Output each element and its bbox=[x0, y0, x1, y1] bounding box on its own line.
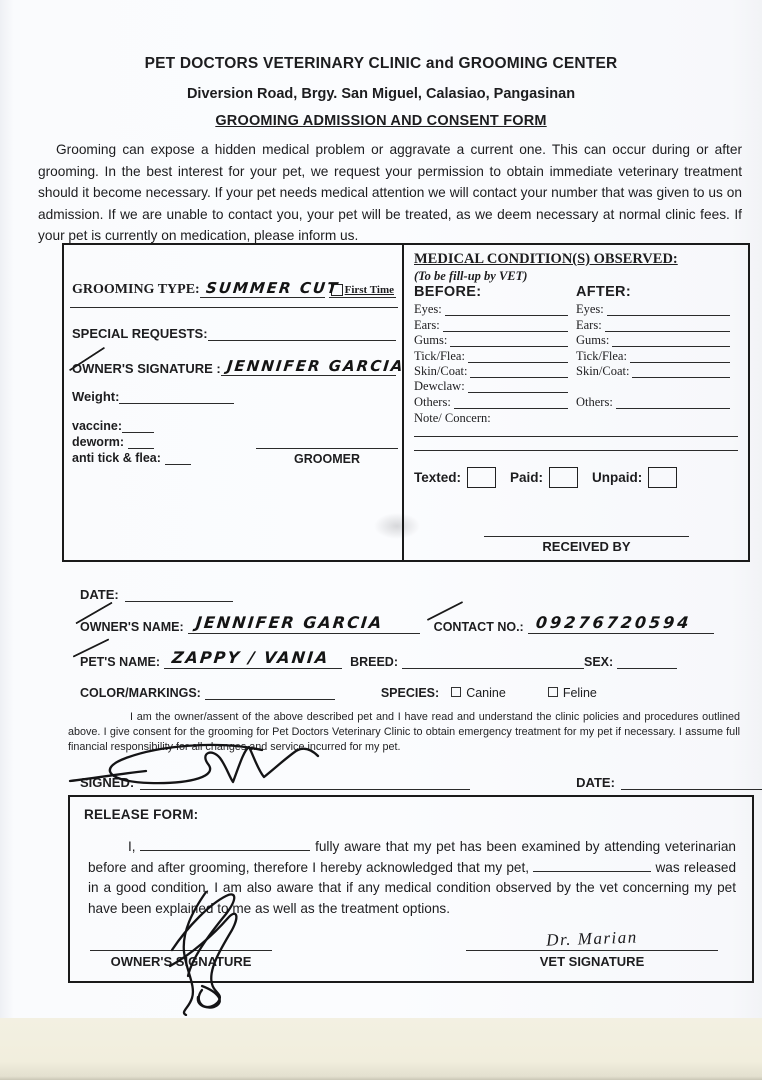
canine-checkbox[interactable] bbox=[451, 687, 461, 697]
note-concern-label: Note/ Concern: bbox=[414, 410, 491, 425]
note-line-2[interactable] bbox=[414, 450, 738, 451]
grooming-medical-box bbox=[62, 243, 750, 562]
after-tickflea-label: Tick/Flea: bbox=[576, 348, 627, 363]
before-skincoat-label: Skin/Coat: bbox=[414, 363, 468, 378]
before-ears-line[interactable] bbox=[443, 319, 568, 332]
medical-row-others bbox=[414, 393, 738, 408]
grooming-type-label: GROOMING TYPE: bbox=[72, 282, 200, 297]
weight-line[interactable] bbox=[119, 388, 234, 404]
grooming-section bbox=[64, 245, 406, 560]
anti-tick-flea-label: anti tick & flea: bbox=[72, 451, 161, 465]
release-body-1: I, bbox=[128, 839, 136, 854]
signed-label: SIGNED: bbox=[80, 775, 135, 790]
contact-no-label: CONTACT NO.: bbox=[433, 620, 524, 634]
payment-row bbox=[414, 467, 738, 488]
after-gums-label: Gums: bbox=[576, 333, 610, 348]
medical-row-dewclaw bbox=[414, 378, 738, 393]
owner-name-handwriting: JENNIFER GARCIA bbox=[194, 613, 384, 632]
feline-label: Feline bbox=[562, 686, 597, 700]
texted-label: Texted: bbox=[414, 469, 462, 485]
release-form-title: RELEASE FORM: bbox=[84, 807, 199, 822]
release-body-2: fully aware that my pet has been examined by attending veterinarian before and after grooming, therefore I hereby acknowledged that my pet, bbox=[88, 839, 736, 875]
after-skincoat-line[interactable] bbox=[632, 365, 730, 378]
deworm-label: deworm: bbox=[72, 435, 125, 449]
texted-checkbox[interactable] bbox=[467, 467, 496, 488]
form-title: GROOMING ADMISSION AND CONSENT FORM bbox=[215, 113, 547, 129]
anti-tick-flea-line[interactable] bbox=[165, 451, 191, 465]
after-others-label: Others: bbox=[576, 394, 613, 409]
owner-signature-scribble bbox=[66, 738, 326, 796]
before-others-label: Others: bbox=[414, 394, 451, 409]
before-others-line[interactable] bbox=[454, 396, 568, 409]
date-label: DATE: bbox=[80, 587, 119, 602]
before-label: BEFORE: bbox=[414, 284, 482, 300]
after-others-line[interactable] bbox=[616, 396, 730, 409]
owner-signature-line[interactable] bbox=[221, 357, 406, 376]
contact-no-handwriting: 09276720594 bbox=[534, 613, 693, 632]
feline-checkbox[interactable] bbox=[548, 687, 558, 697]
clinic-name: PET DOCTORS VETERINARY CLINIC and GROOMING CENTER bbox=[144, 55, 618, 72]
divider-line bbox=[70, 307, 398, 308]
received-by-label: RECEIVED BY bbox=[542, 539, 631, 554]
owner-contact-row bbox=[80, 606, 714, 634]
owner-name-line[interactable] bbox=[188, 613, 420, 634]
intro-paragraph: Grooming can expose a hidden medical problem or aggravate a current one. This can occur during or after grooming. In the best interest for your pet, we request your permission to obtain immediate veterinary treatment should it become necessary. If your pet needs medical attention we will contact your number that was given to us on admission. If we are unable to contact you, your pet will be treated, as we deem necessary at normal clinic fees. If your pet is currently on medication, please inform us. bbox=[38, 142, 742, 244]
canine-label: Canine bbox=[466, 686, 506, 700]
weight-label: Weight: bbox=[72, 389, 120, 404]
medical-row-eyes bbox=[414, 301, 738, 316]
clinic-address: Diversion Road, Brgy. San Miguel, Calasiao, Pangasinan bbox=[186, 86, 576, 102]
pet-name-line[interactable] bbox=[164, 648, 342, 669]
before-after-header bbox=[414, 284, 738, 301]
medical-section bbox=[402, 245, 748, 560]
owner-signature-row bbox=[72, 352, 406, 376]
before-gums-line[interactable] bbox=[450, 334, 568, 347]
medical-row-skincoat bbox=[414, 363, 738, 378]
after-tickflea-line[interactable] bbox=[630, 350, 730, 363]
pet-name-label: PET'S NAME: bbox=[80, 655, 161, 669]
signed-date-line[interactable] bbox=[621, 774, 762, 790]
grooming-type-handwriting: SUMMER CUT bbox=[204, 279, 340, 297]
after-ears-line[interactable] bbox=[605, 319, 730, 332]
vet-signature-block bbox=[466, 927, 718, 969]
after-label: AFTER: bbox=[576, 284, 631, 300]
received-by-line[interactable] bbox=[484, 536, 689, 537]
groomer-label: GROOMER bbox=[294, 452, 360, 466]
after-skincoat-label: Skin/Coat: bbox=[576, 363, 630, 378]
breed-label: BREED: bbox=[350, 655, 398, 669]
groomer-line[interactable] bbox=[256, 448, 398, 449]
unpaid-label: Unpaid: bbox=[592, 469, 643, 485]
after-ears-label: Ears: bbox=[576, 317, 602, 332]
vet-signature-handwriting: Dr. Marian bbox=[545, 927, 639, 950]
grooming-type-row bbox=[72, 275, 396, 298]
after-eyes-label: Eyes: bbox=[576, 302, 604, 317]
date-line[interactable] bbox=[125, 586, 233, 602]
signed-date-label: DATE: bbox=[576, 775, 615, 790]
date-row bbox=[80, 580, 233, 602]
species-feline-option[interactable] bbox=[548, 686, 597, 700]
weight-row bbox=[72, 382, 396, 404]
medical-row-tickflea bbox=[414, 347, 738, 362]
species-canine-option[interactable] bbox=[451, 686, 506, 700]
before-tickflea-label: Tick/Flea: bbox=[414, 348, 465, 363]
paid-label: Paid: bbox=[510, 469, 544, 485]
breed-line[interactable] bbox=[402, 653, 584, 669]
pet-breed-sex-row bbox=[80, 641, 677, 669]
release-name-line[interactable] bbox=[140, 838, 310, 851]
sex-label: SEX: bbox=[583, 655, 614, 669]
dewclaw-line[interactable] bbox=[468, 380, 568, 393]
owner-name-label: OWNER'S NAME: bbox=[80, 620, 184, 634]
received-by-block bbox=[484, 536, 689, 554]
unpaid-checkbox[interactable] bbox=[648, 467, 677, 488]
vet-signature-caption: VET SIGNATURE bbox=[539, 954, 645, 969]
contact-no-line[interactable] bbox=[528, 613, 714, 634]
before-tickflea-line[interactable] bbox=[468, 350, 568, 363]
special-requests-line[interactable] bbox=[208, 325, 396, 341]
before-eyes-line[interactable] bbox=[445, 303, 568, 316]
special-requests-row bbox=[72, 319, 396, 341]
owner-signature-label: OWNER'S SIGNATURE : bbox=[72, 361, 221, 376]
release-body-3: was released in a good condition, I am also aware that if any medical condition observed by the vet concerning my pet have been explained to me as well as the treatment options. bbox=[88, 859, 737, 916]
owner-signature-caption: OWNER'S SIGNATURE bbox=[110, 954, 252, 969]
species-label: SPECIES: bbox=[380, 686, 440, 700]
after-gums-line[interactable] bbox=[612, 334, 730, 347]
owner-signature-scribble-bottom bbox=[148, 888, 278, 1016]
medical-row-gums bbox=[414, 332, 738, 347]
groomer-block bbox=[256, 448, 398, 466]
medical-row-ears bbox=[414, 316, 738, 331]
after-eyes-line[interactable] bbox=[607, 303, 730, 316]
dewclaw-label: Dewclaw: bbox=[414, 379, 465, 394]
note-line-1[interactable] bbox=[414, 436, 738, 437]
before-skincoat-line[interactable] bbox=[470, 365, 568, 378]
paid-checkbox[interactable] bbox=[549, 467, 578, 488]
before-eyes-label: Eyes: bbox=[414, 302, 442, 317]
vaccine-label: vaccine: bbox=[72, 419, 123, 433]
color-markings-line[interactable] bbox=[205, 684, 335, 700]
consent-paragraph: I am the owner/assent of the above described pet and I have read and understand the clinic policies and procedures outlined above. I give consent for the grooming for Pet Doctors Veterinary Clinic to obtain emergency treatment for my pet if necessary. I assume full financial responsibility for all changes and service incurred for my pet. bbox=[68, 711, 740, 754]
pet-name-handwriting: ZAPPY / VANIA bbox=[171, 648, 331, 667]
color-species-row bbox=[80, 676, 597, 700]
scanner-bed-background bbox=[0, 1018, 762, 1080]
first-time-label: First Time bbox=[344, 284, 394, 296]
owner-signature-handwriting: JENNIFER GARCIA bbox=[225, 357, 406, 375]
before-ears-label: Ears: bbox=[414, 317, 440, 332]
special-requests-label: SPECIAL REQUESTS: bbox=[72, 326, 208, 341]
grooming-type-line[interactable] bbox=[200, 279, 340, 298]
medical-title: MEDICAL CONDITION(S) OBSERVED: bbox=[414, 251, 678, 267]
release-pet-line[interactable] bbox=[533, 859, 651, 872]
before-gums-label: Gums: bbox=[414, 333, 448, 348]
sex-line[interactable] bbox=[617, 653, 677, 669]
color-markings-label: COLOR/MARKINGS: bbox=[80, 686, 201, 700]
medical-subtitle: (To be fill-up by VET) bbox=[414, 269, 528, 283]
